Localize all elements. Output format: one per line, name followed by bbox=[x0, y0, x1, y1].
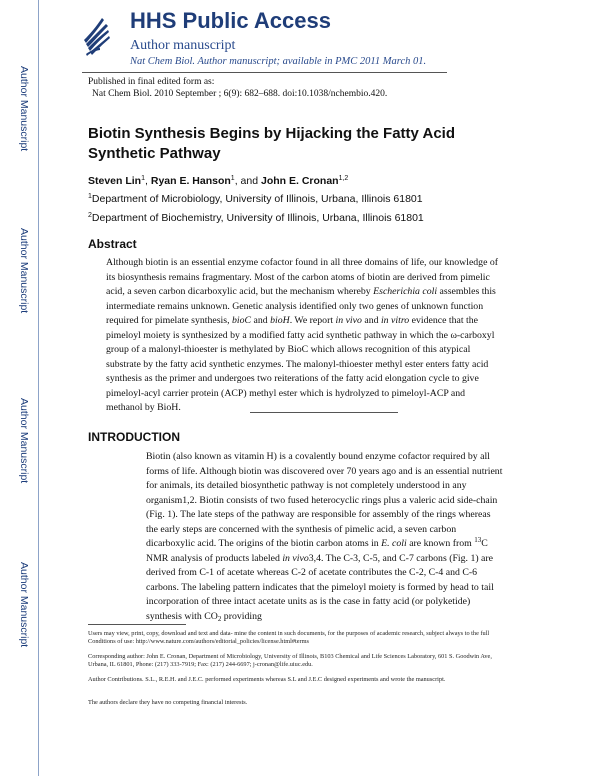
side-label-author-manuscript: Author Manuscript bbox=[18, 562, 30, 648]
author-name: John E. Cronan bbox=[260, 175, 339, 187]
author-name: Ryan E. Hanson bbox=[150, 175, 231, 187]
citation-line: Nat Chem Biol. 2010 September ; 6(9): 682–688. doi:10.1038/nchembio.420. bbox=[92, 89, 388, 99]
hhs-eagle-logo-icon bbox=[82, 14, 112, 58]
article-title: Biotin Synthesis Begins by Hijacking the Fatty Acid Synthetic Pathway bbox=[88, 125, 456, 162]
side-label-author-manuscript: Author Manuscript bbox=[18, 228, 30, 314]
author-list: Steven Lin$^1$, Ryan E. Hanson$^1$, and John E. Cronan$^{1,2}$ bbox=[88, 175, 349, 187]
introduction-heading: INTRODUCTION bbox=[88, 430, 180, 444]
footnote-competing-interests: The authors declare they have no competing financial interests. bbox=[88, 699, 248, 706]
section-divider bbox=[250, 412, 398, 413]
hhs-title: HHS Public Access bbox=[130, 8, 331, 33]
pmc-availability: Nat Chem Biol. Author manuscript; available in PMC 2011 March 01. bbox=[130, 56, 427, 67]
published-line: Published in final edited form as: bbox=[88, 77, 215, 87]
affiliation-2: $^2$Department of Biochemistry, University of Illinois, Urbana, Illinois 61801 bbox=[88, 212, 424, 224]
side-label-author-manuscript: Author Manuscript bbox=[18, 66, 30, 152]
abstract-heading: Abstract bbox=[88, 237, 137, 251]
header-divider bbox=[82, 72, 447, 73]
footnote-author-contributions: Author Contributions. S.L., R.E.H. and J.E.C. performed experiments whereas S.L and J.E.C designed experiments and wrote the manuscript. bbox=[88, 676, 446, 683]
footnote-divider bbox=[88, 624, 186, 625]
author-name: Steven Lin bbox=[88, 175, 142, 187]
affiliation-1: $^1$Department of Microbiology, University of Illinois, Urbana, Illinois 61801 bbox=[88, 193, 423, 205]
side-label-author-manuscript: Author Manuscript bbox=[18, 398, 30, 484]
footnote-terms-of-use: Users may view, print, copy, download and text and data- mine the content in such documents, for the purposes of academic research, subject always to the full Conditions of use: http://www.nature.com/authors/editorial_policies/license.html#terms bbox=[88, 630, 490, 646]
abstract-body: Although biotin is an essential enzyme cofactor found in all three domains of life, our knowledge of its biosynthesis remains fragmentary. Most of the carbon atoms of biotin are derived from pimelic acid, a seven carbon dicarboxylic acid, but the mechanism whereby Escherichia coli assembles this intermediate remains unknown. Genetic analysis identified only two genes of unknown function required for pimelate synthesis, bioC and bioH. We report in vivo and in vitro evidence that the pimeloyl moiety is synthesized by a modified fatty acid synthetic pathway in which the ω-carboxyl group of a malonyl-thioester is methylated by BioC which allows recognition of this atypical substrate by the fatty acid synthetic enzymes. The malonyl-thioester methyl ester enters fatty acid synthesis as the primer and undergoes two reiterations of the fatty acid elongation cycle to give pimeloyl-acyl carrier protein (ACP) methyl ester which is hydrolyzed to pimeloyl-ACP and methanol by BioH. bbox=[106, 257, 499, 413]
footnote-corresponding-author: Corresponding author: John E. Cronan, Department of Microbiology, University of Illinois, B103 Chemical and Life Sciences Laboratory, 601 S. Goodwin Ave, Urbana, IL 61801, Phone: (217) 333-7919; Fax: (217) 244-6697; j-cronan@life.uiuc.edu. bbox=[88, 653, 492, 669]
author-manuscript-label: Author manuscript bbox=[130, 38, 236, 53]
introduction-body: Biotin (also known as vitamin H) is a covalently bound enzyme cofactor required by all forms of life. Although biotin was discovered over 70 years ago and is an essential nutrient for animals, its detailed biosynthetic pathway is not completely understood in any organism1,2. Biotin consists of two fused heterocyclic rings plus a valeric acid side-chain (Fig. 1). The late steps of the pathway are responsible for assembly of the rings whereas the early steps are concerned with the synthesis of pimelic acid, a seven carbon dicarboxylic acid. The origins of the biotin carbon atoms in E. coli are known from $^{13}$C NMR analysis of products labeled in vivo3,4. The C-3, C-5, and C-7 carbons (Fig. 1) are derived from C-1 of acetate whereas C-2 of acetate contributes the C-2, C-4 and C-6 carbons. The labeling pattern indicates that the pimeloyl moiety is formed by head to tail incorporation of three intact acetate units as is the case in fatty acid (or polyketide) synthesis with $CO_2$ providing bbox=[146, 451, 503, 623]
side-rule bbox=[38, 0, 39, 776]
